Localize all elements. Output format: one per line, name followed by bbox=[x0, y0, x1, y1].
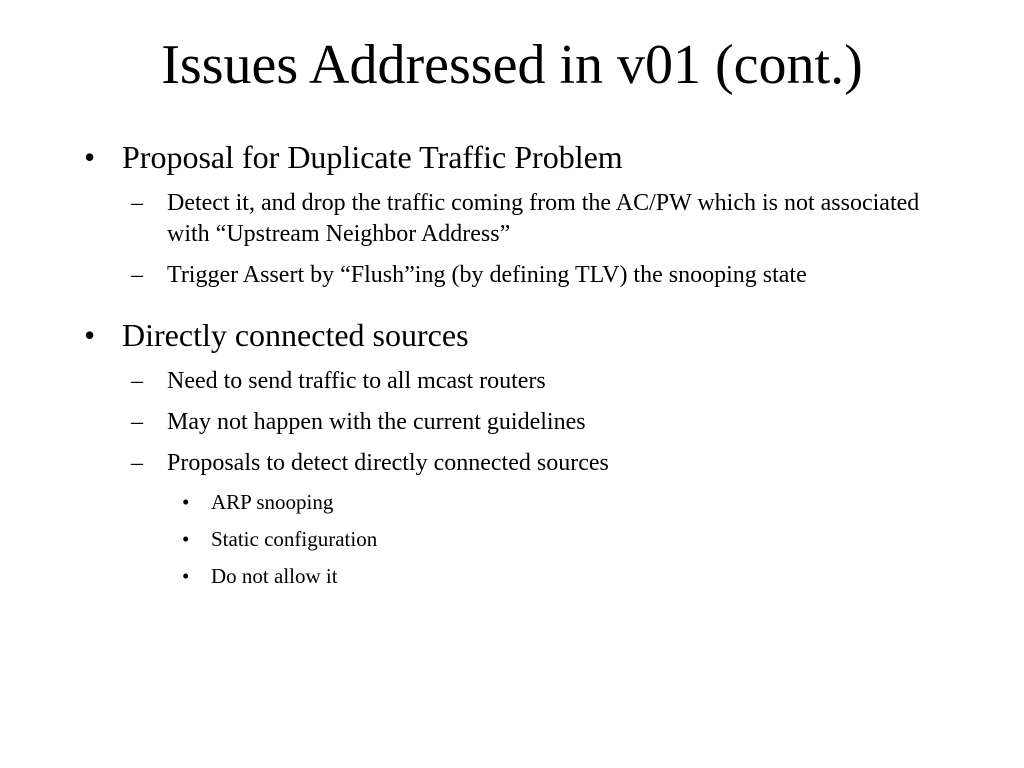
slide-body bbox=[84, 136, 964, 600]
sub-bullet-text: May not happen with the current guidelines bbox=[167, 409, 586, 435]
sub-list-directly-connected bbox=[84, 366, 964, 590]
bullet-icon: • bbox=[182, 564, 190, 588]
dash-icon: – bbox=[131, 450, 143, 476]
sub-bullet-proposals bbox=[84, 448, 964, 479]
sub-bullet-text: Proposals to detect directly connected sources bbox=[167, 450, 609, 476]
sub-sub-bullet-text: Static configuration bbox=[211, 527, 378, 551]
bullet-icon: • bbox=[182, 490, 190, 514]
sub-sub-bullet-arp-snooping bbox=[84, 489, 964, 516]
dash-icon: – bbox=[131, 409, 143, 435]
bullet-icon: • bbox=[84, 317, 96, 353]
dash-icon: – bbox=[131, 262, 143, 288]
sub-bullet-trigger-assert bbox=[84, 260, 964, 291]
sub-bullet-may-not-happen bbox=[84, 407, 964, 438]
sub-sub-bullet-text: Do not allow it bbox=[211, 564, 338, 588]
sub-bullet-text: Need to send traffic to all mcast routers bbox=[167, 368, 546, 394]
sub-sub-list-proposals bbox=[84, 489, 964, 590]
bullet-icon: • bbox=[84, 139, 96, 175]
sub-bullet-detect-drop bbox=[84, 188, 964, 250]
bullet-directly-connected bbox=[84, 314, 964, 356]
sub-sub-bullet-do-not-allow bbox=[84, 563, 964, 590]
bullet-icon: • bbox=[182, 527, 190, 551]
sub-bullet-send-traffic bbox=[84, 366, 964, 397]
sub-bullet-text: Detect it, and drop the traffic coming from the AC/PW which is not associated with “Upstream Neighbor Address” bbox=[167, 190, 920, 247]
dash-icon: – bbox=[131, 190, 143, 216]
sub-sub-bullet-text: ARP snooping bbox=[211, 490, 334, 514]
slide-title: Issues Addressed in v01 (cont.) bbox=[161, 34, 863, 96]
bullet-duplicate-traffic bbox=[84, 136, 964, 178]
bullet-text: Directly connected sources bbox=[122, 317, 469, 353]
sub-sub-bullet-static-config bbox=[84, 526, 964, 553]
bullet-text: Proposal for Duplicate Traffic Problem bbox=[122, 139, 623, 175]
sub-list-duplicate-traffic bbox=[84, 188, 964, 291]
sub-bullet-text: Trigger Assert by “Flush”ing (by defining TLV) the snooping state bbox=[167, 262, 807, 288]
dash-icon: – bbox=[131, 368, 143, 394]
